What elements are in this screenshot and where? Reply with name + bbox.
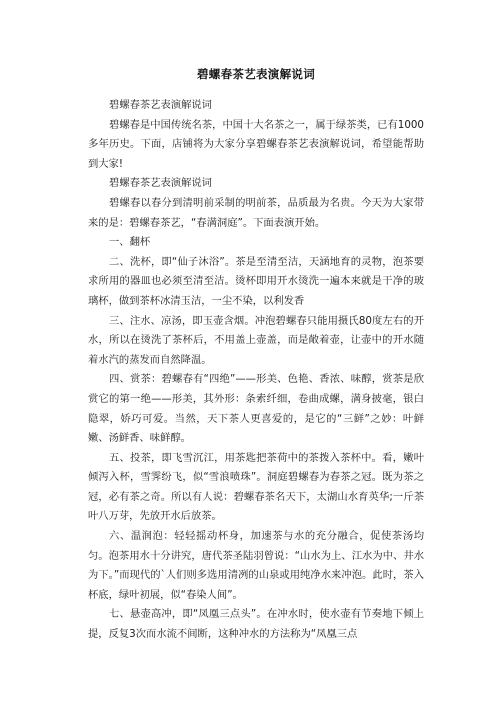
paragraph-step-4: 四、赏茶：碧螺春有“四绝”——形美、色艳、香浓、味醇，赏茶是欣赏它的第一绝——形美，其外形：条索纤细，卷曲成螺，满身披毫，银白隐翠，娇巧可爱。当然，天下茶人更喜爱的，是它的“三鲜”之妙：叶鲜嫩、汤鲜香、味鲜醇。 [88,373,424,445]
paragraph-step-5: 五、投茶，即飞雪沉江，用茶匙把茶荷中的茶拨入茶杯中。看，嫩叶倾泻入杯，雪霁纷飞，似“雪浪喷珠”。洞庭碧螺春为春茶之冠。既为茶之冠，必有茶之奇。所以有人说：碧螺春茶名天下，太湖山水育英华;一斤茶叶八万芽，先放开水后放茶。 [88,451,424,523]
paragraph-step-7: 七、悬壶高冲，即“凤凰三点头”。在冲水时，使水壶有节奏地下倾上提，反复3次而水流不间断，这种冲水的方法称为“凤凰三点 [88,608,424,641]
paragraph-step-6: 六、温润泡：轻轻摇动杯身，加速茶与水的充分融合，促使茶汤均匀。泡茶用水十分讲究，唐代茶圣陆羽曾说：“山水为上、江水为中、井水为下。”而现代的`人们则多选用清冽的山泉或用纯净水来冲泡。此时，茶入杯底，绿叶初展，似“春染人间”。 [88,530,424,601]
paragraph-subtitle: 碧螺春茶艺表演解说词 [109,99,212,111]
paragraph-intro: 碧螺春是中国传统名茶，中国十大名茶之一，属于绿茶类，已有1000多年历史。下面，店铺将为大家分享碧螺春茶艺表演解说词，希望能帮助到大家! [88,118,424,170]
paragraph-step-2: 二、洗杯，即“仙子沐浴”。茶是至清至洁，天涵地育的灵物，泡茶要求所用的器皿也必须至清至洁。烫杯即用开水烫洗一遍本来就是干净的玻璃杯，做到茶杯冰清玉洁，一尘不染，以利发香 [88,255,424,307]
paragraph-opening: 碧螺春以春分到清明前采制的明前茶，品质最为名贵。今天为大家带来的是：碧螺春茶艺，“春满洞庭”。下面表演开始。 [88,196,424,229]
document-page [88,56,424,645]
paragraph-step-3: 三、注水、凉汤，即玉壶含烟。冲泡碧螺春只能用摄氏80度左右的开水，所以在烫洗了茶杯后，不用盖上壶盖，而是敞着壶，让壶中的开水随着水汽的蒸发而自然降温。 [88,314,424,366]
paragraph-step-1: 一、翻杯 [109,236,151,249]
document-title: 碧螺春茶艺表演解说词 [197,67,315,81]
paragraph-section-heading: 碧螺春茶艺表演解说词 [109,177,212,190]
